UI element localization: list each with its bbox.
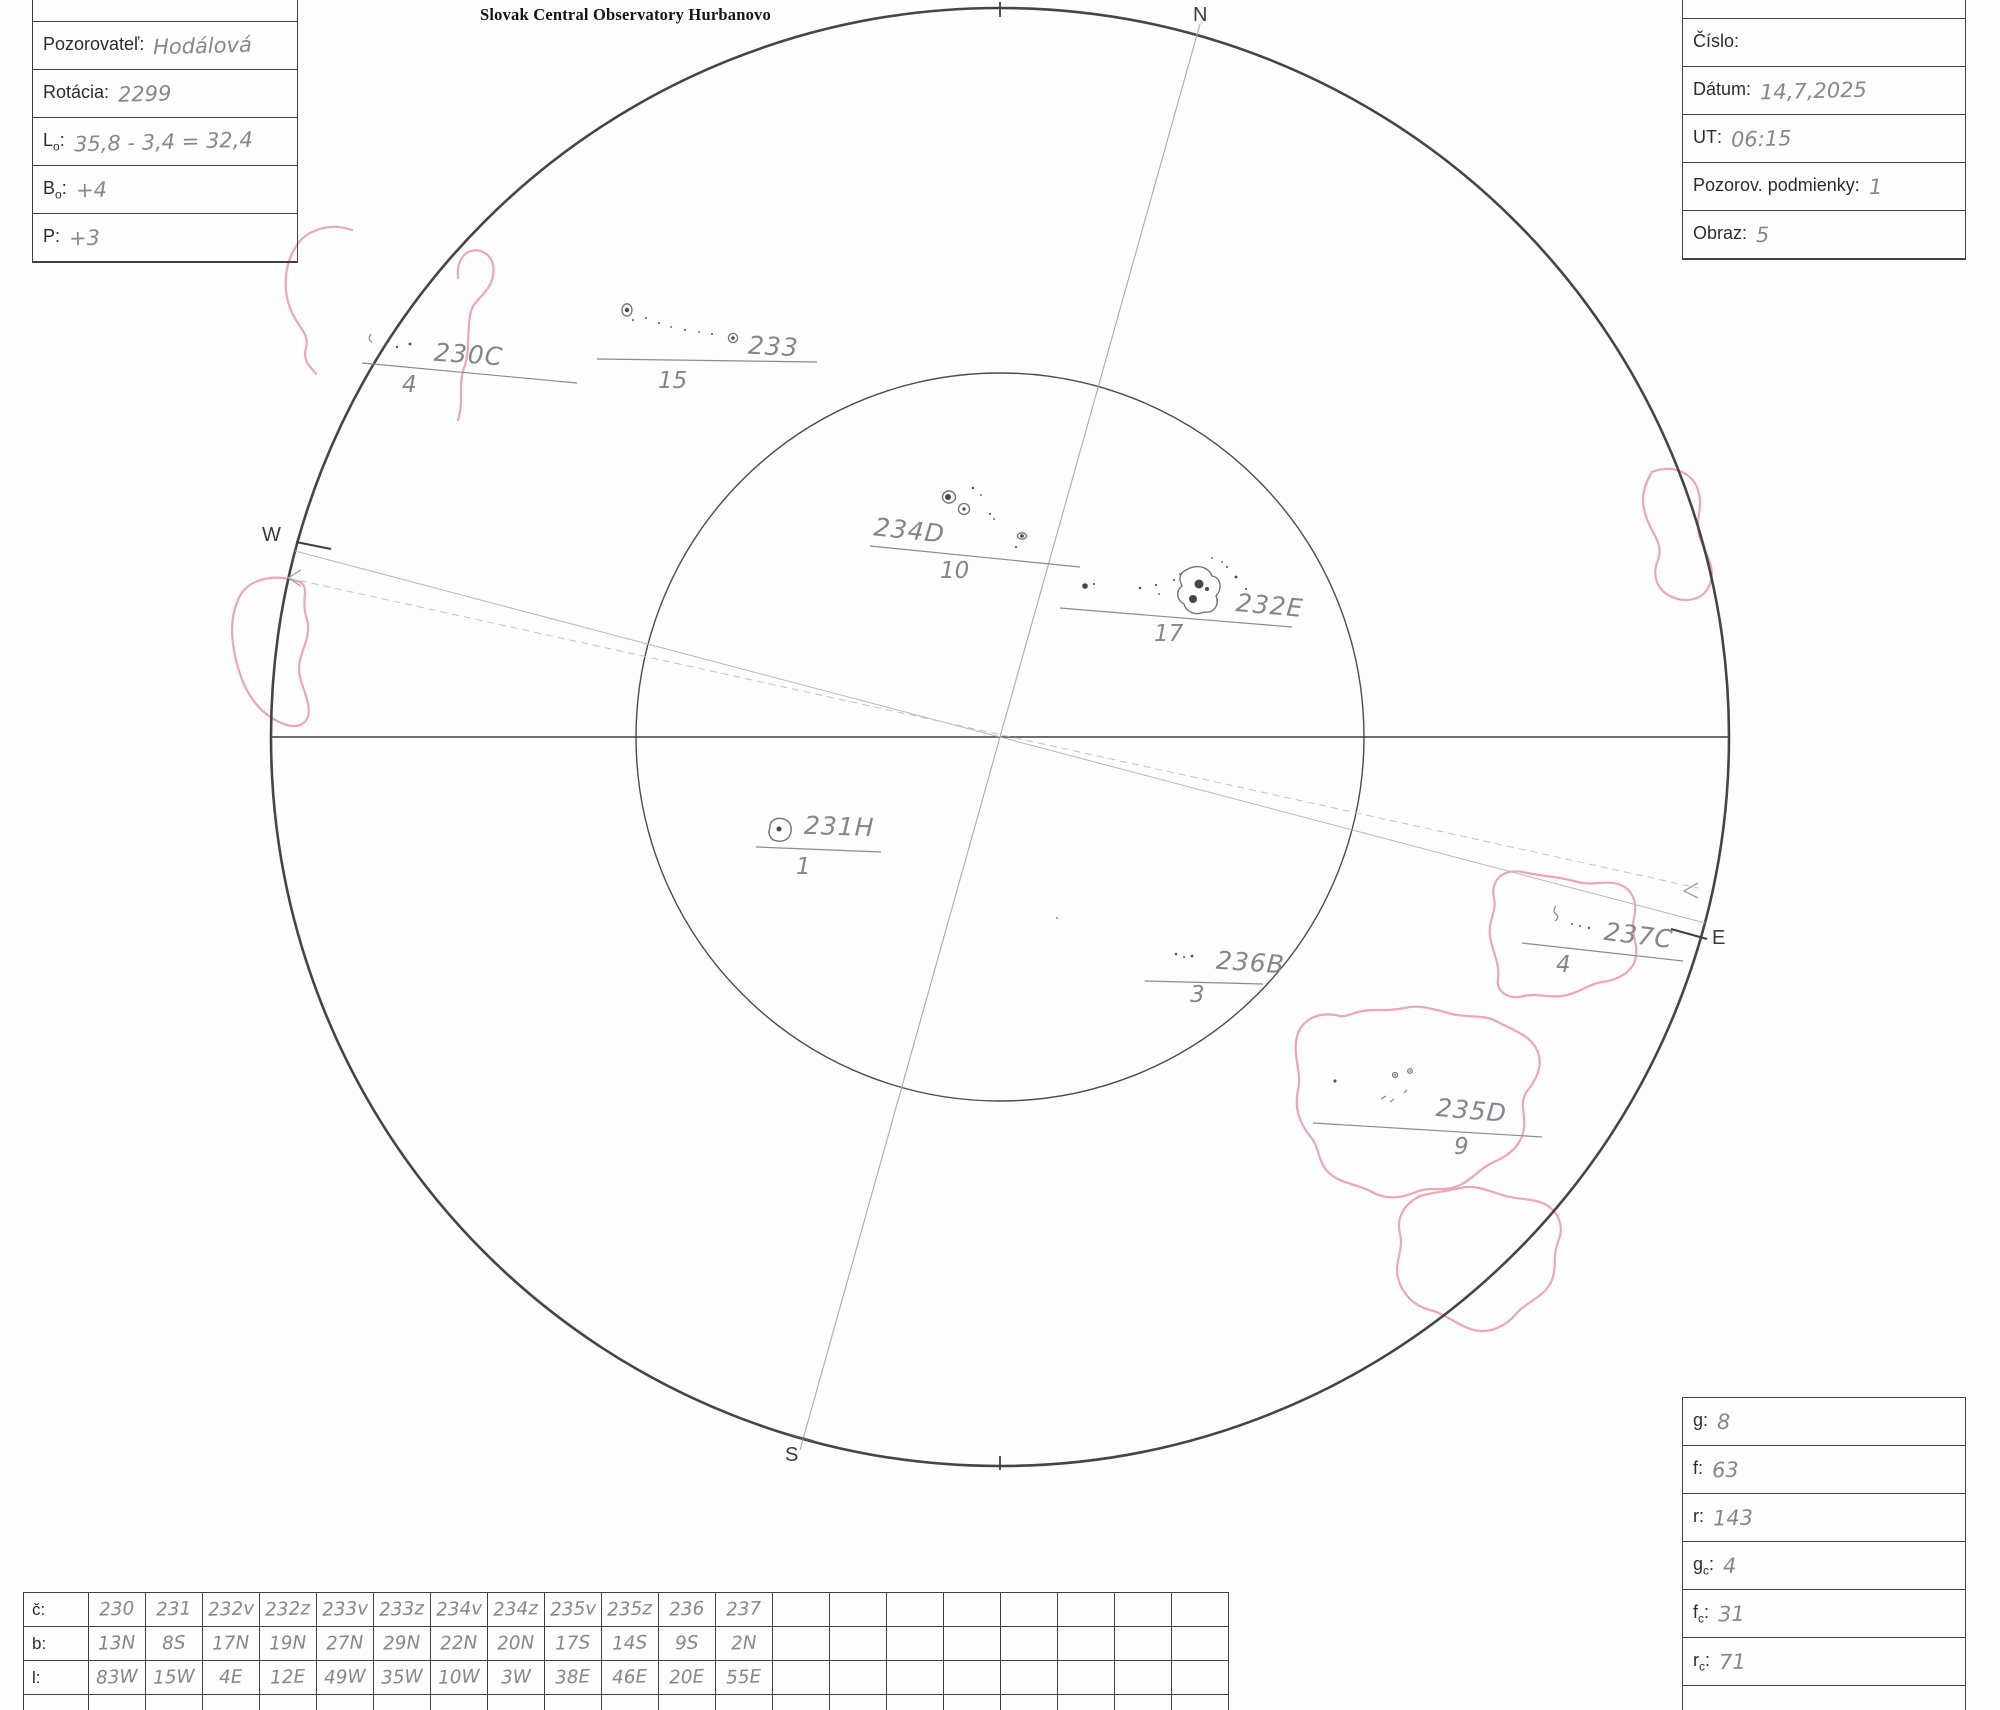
group-count-237C: 4 <box>1556 952 1571 978</box>
compass-west-label: W <box>262 524 281 546</box>
south-limb-tick <box>788 1434 814 1441</box>
group-label-230C: 230C <box>433 337 505 372</box>
sunspot-group-232E-spots <box>1082 557 1247 613</box>
observatory-title: Slovak Central Observatory Hurbanovo <box>480 5 771 24</box>
field-L0-label: $L_o$: <box>43 129 65 154</box>
field-B0 <box>33 166 297 214</box>
field-obraz <box>1683 211 1965 259</box>
field-r <box>1683 1494 1965 1542</box>
group-label-237C: 237C <box>1602 916 1675 955</box>
faculae-outline-southeast <box>1397 1187 1561 1331</box>
compass-east-label: E <box>1712 927 1726 949</box>
field-g <box>1683 1398 1965 1446</box>
field-pozorovatel <box>33 22 297 70</box>
field-g-value: 8 <box>1716 1409 1731 1434</box>
field-podmienky <box>1683 163 1965 211</box>
field-obraz-label: Obraz: <box>1693 222 1748 243</box>
cut-off-row <box>1683 0 1965 19</box>
cut-off-row <box>33 0 297 22</box>
field-gc <box>1683 1542 1965 1590</box>
field-obraz-value: 5 <box>1755 222 1770 247</box>
field-L0 <box>33 118 297 166</box>
group-underlines <box>362 359 1683 1137</box>
field-P-value: +3 <box>68 225 101 250</box>
field-podmienky-label: Pozorov. podmienky: <box>1693 174 1860 195</box>
field-datum-label: Dátum: <box>1693 78 1752 99</box>
group-label-235D: 235D <box>1434 1092 1509 1129</box>
stats-form <box>1682 1397 1966 1710</box>
faculae-outline-west-limb <box>232 578 309 726</box>
field-fc-label: $f_c$: <box>1693 1601 1710 1626</box>
table-row-cislo: č: 230 231 232v 232z 233v 233z 234v 234z 235v 235z 236 237 <box>24 1593 1229 1627</box>
table-row-b: b: 13N 8S 17N 19N 27N 29N 22N 20N 17S 14S 9S 2N <box>24 1627 1229 1661</box>
field-ut-label: UT: <box>1693 126 1723 147</box>
field-rc-label: $r_c$: <box>1693 1649 1711 1674</box>
field-r-label: r: <box>1693 1505 1705 1526</box>
field-gc-value: 4 <box>1722 1553 1737 1578</box>
row-label-c: č: <box>24 1593 89 1627</box>
field-fc-value: 31 <box>1717 1601 1746 1626</box>
stray-pencil-mark <box>1056 917 1058 919</box>
field-pozorovatel-value: Hodálová <box>153 32 253 59</box>
underline-235D <box>1313 1123 1542 1137</box>
group-count-235D: 9 <box>1454 1134 1469 1160</box>
group-count-234D: 10 <box>940 558 970 584</box>
field-pozorovatel-label: Pozorovateľ: <box>43 33 145 54</box>
group-count-232E: 17 <box>1154 621 1184 647</box>
sunspot-group-237C-spots <box>1554 906 1590 929</box>
field-cislo-label: Číslo: <box>1693 30 1740 51</box>
field-L0-value: 35,8 - 3,4 = 32,4 <box>73 127 253 156</box>
west-limb-tick <box>296 542 331 549</box>
compass-north-label: N <box>1193 4 1208 26</box>
group-count-231H: 1 <box>796 854 811 880</box>
field-gc-label: $g_c$: <box>1693 1553 1715 1578</box>
left-form <box>32 0 298 263</box>
field-P <box>33 214 297 262</box>
field-cislo <box>1683 19 1965 67</box>
group-label-233: 233 <box>747 330 800 363</box>
group-count-230C: 4 <box>402 372 417 398</box>
field-ut <box>1683 115 1965 163</box>
field-rc <box>1683 1638 1965 1686</box>
row-label-b: b: <box>24 1627 89 1661</box>
right-form <box>1682 0 1966 260</box>
field-f-value: 63 <box>1711 1457 1740 1482</box>
field-g-label: g: <box>1693 1409 1709 1430</box>
positions-table <box>23 1592 1229 1710</box>
group-label-236B: 236B <box>1215 945 1286 980</box>
field-datum-value: 14,7,2025 <box>1759 77 1868 104</box>
field-fc <box>1683 1590 1965 1638</box>
field-f-label: f: <box>1693 1457 1704 1478</box>
sunspot-group-234D-spots <box>943 487 1027 548</box>
group-label-234D: 234D <box>872 512 947 549</box>
underline-234D <box>870 546 1080 567</box>
group-label-232E: 232E <box>1234 588 1305 623</box>
group-count-236B: 3 <box>1190 982 1205 1008</box>
field-rotacia <box>33 70 297 118</box>
underline-231H <box>756 847 881 852</box>
sunspot-group-236B-spots <box>1175 953 1194 958</box>
field-P-label: P: <box>43 225 61 246</box>
row-label-l: l: <box>24 1661 89 1695</box>
table-row-cut <box>24 1695 1229 1710</box>
field-B0-label: $B_o$: <box>43 177 67 202</box>
field-podmienky-value: 1 <box>1868 174 1883 199</box>
field-ut-value: 06:15 <box>1730 125 1792 152</box>
cut-off-row <box>1683 1686 1965 1710</box>
sunspot-group-235D-spots <box>1333 1069 1412 1102</box>
sunspot-group-233-spots <box>622 304 738 343</box>
sunspot-group-231H-spots <box>769 818 791 841</box>
field-rotacia-value: 2299 <box>117 80 172 107</box>
compass-south-label: S <box>785 1444 799 1466</box>
table-row-l: l: 83W 15W 4E 12E 49W 35W 10W 3W 38E 46E 20E 55E <box>24 1661 1229 1695</box>
field-rotacia-label: Rotácia: <box>43 81 110 102</box>
group-label-231H: 231H <box>803 810 876 843</box>
field-datum <box>1683 67 1965 115</box>
field-rc-value: 71 <box>1718 1649 1747 1674</box>
field-r-value: 143 <box>1712 1504 1754 1531</box>
group-count-233: 15 <box>658 368 688 394</box>
field-B0-value: +4 <box>75 177 107 202</box>
faculae-outlines <box>232 227 1712 1331</box>
drift-line <box>288 578 1698 888</box>
faculae-outline-northwest-hook <box>458 250 494 420</box>
field-f <box>1683 1446 1965 1494</box>
